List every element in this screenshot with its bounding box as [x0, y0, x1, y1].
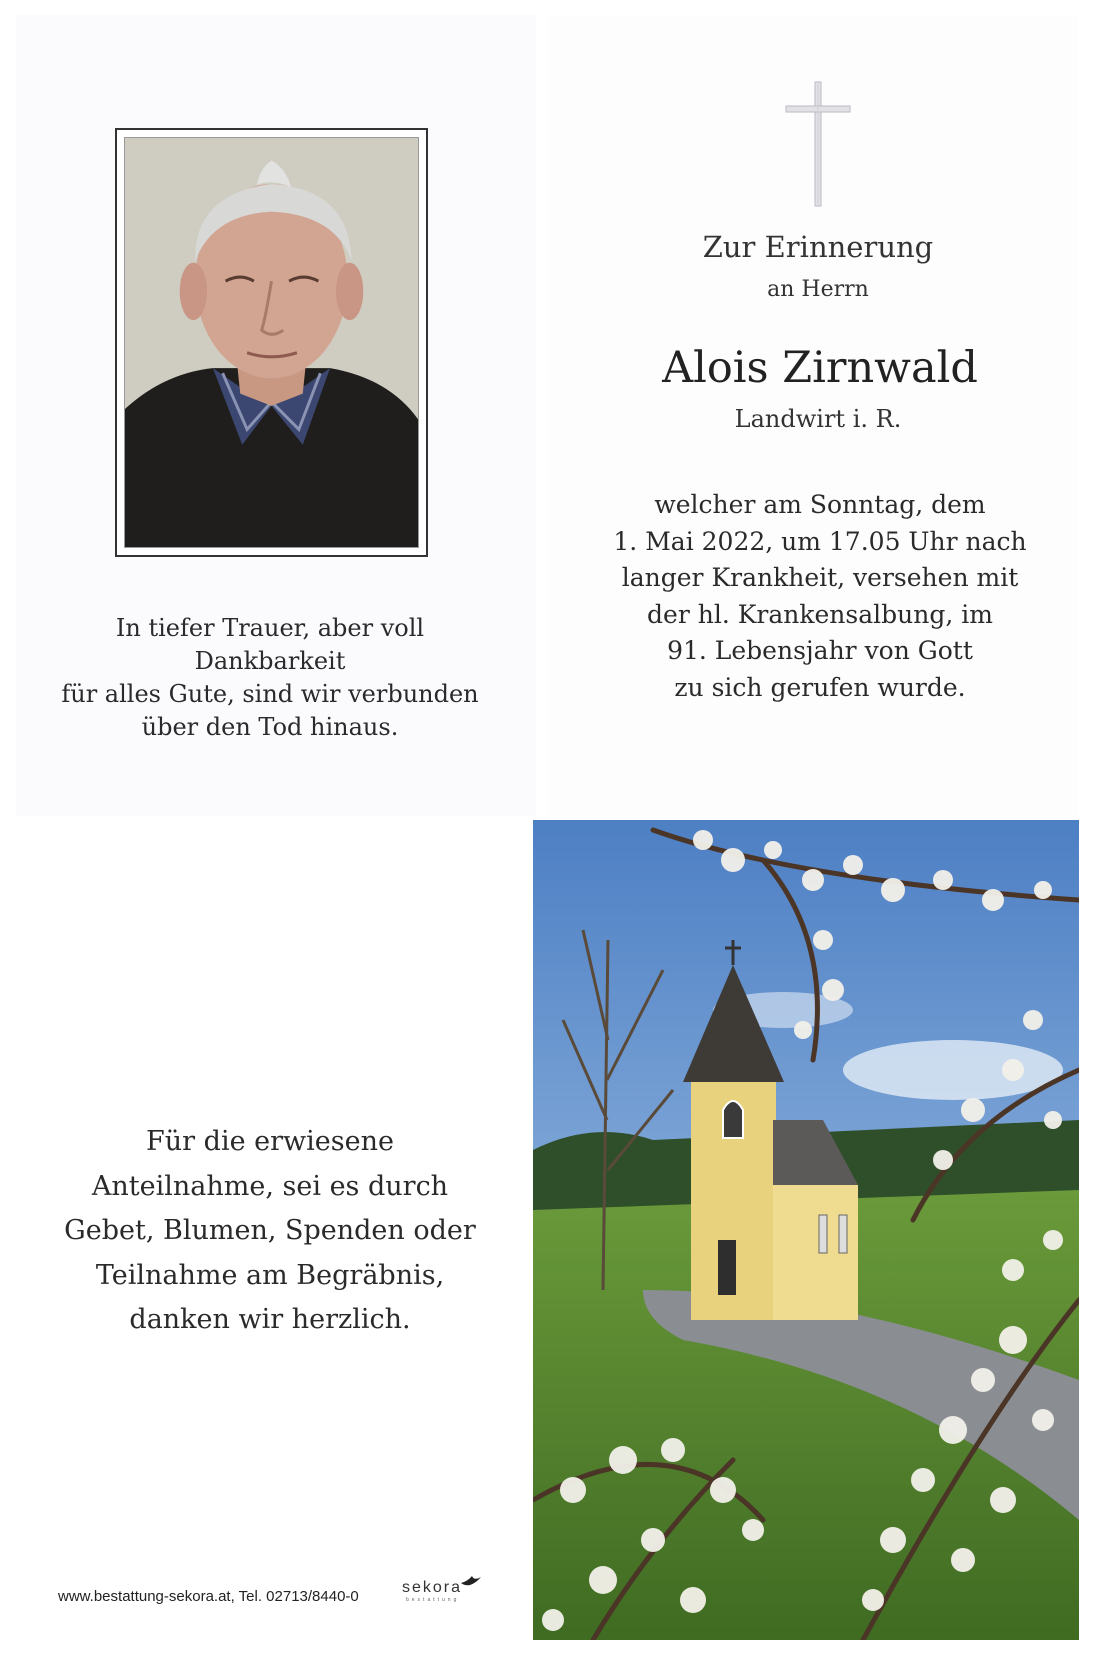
portrait-frame: [115, 128, 428, 557]
deceased-name: Alois Zirnwald: [662, 343, 978, 393]
logo-word: sekora: [402, 1579, 463, 1596]
deceased-occupation: Landwirt i. R.: [734, 405, 902, 433]
grief-line: In tiefer Trauer, aber voll Dankbarkeit: [115, 614, 425, 675]
logo-subtitle: bestattung: [406, 1597, 460, 1603]
thanks-message: [40, 1120, 500, 1343]
thanks-line: Anteilnahme, sei es durch: [91, 1170, 449, 1202]
death-line: der hl. Krankensalbung, im: [647, 599, 993, 629]
grief-line: über den Tod hinaus.: [141, 713, 399, 741]
funeral-home-logo: [402, 1579, 463, 1603]
memorial-subheading: an Herrn: [767, 277, 869, 302]
death-line: 1. Mai 2022, um 17.05 Uhr nach: [613, 526, 1027, 556]
cross-icon: [782, 80, 854, 210]
thanks-line: danken wir herzlich.: [129, 1304, 411, 1335]
thanks-line: Teilnahme am Begräbnis,: [95, 1259, 445, 1291]
thanks-line: Gebet, Blumen, Spenden oder: [64, 1215, 476, 1246]
funeral-home-contact: www.bestattung-sekora.at, Tel. 02713/8440-0: [58, 1588, 359, 1605]
church-photo: [533, 820, 1079, 1640]
death-line: welcher am Sonntag, dem: [654, 490, 986, 519]
death-line: zu sich gerufen wurde.: [674, 672, 966, 702]
thanks-line: Für die erwiesene: [146, 1126, 394, 1157]
portrait-photo: [124, 137, 419, 548]
death-notice: [600, 487, 1040, 706]
death-line: langer Krankheit, versehen mit: [621, 563, 1019, 592]
grief-message: [40, 612, 500, 744]
bird-icon: [460, 1573, 482, 1587]
grief-line: für alles Gute, sind wir verbunden: [61, 680, 479, 708]
death-line: 91. Lebensjahr von Gott: [667, 636, 973, 665]
memorial-heading: Zur Erinnerung: [702, 230, 934, 264]
